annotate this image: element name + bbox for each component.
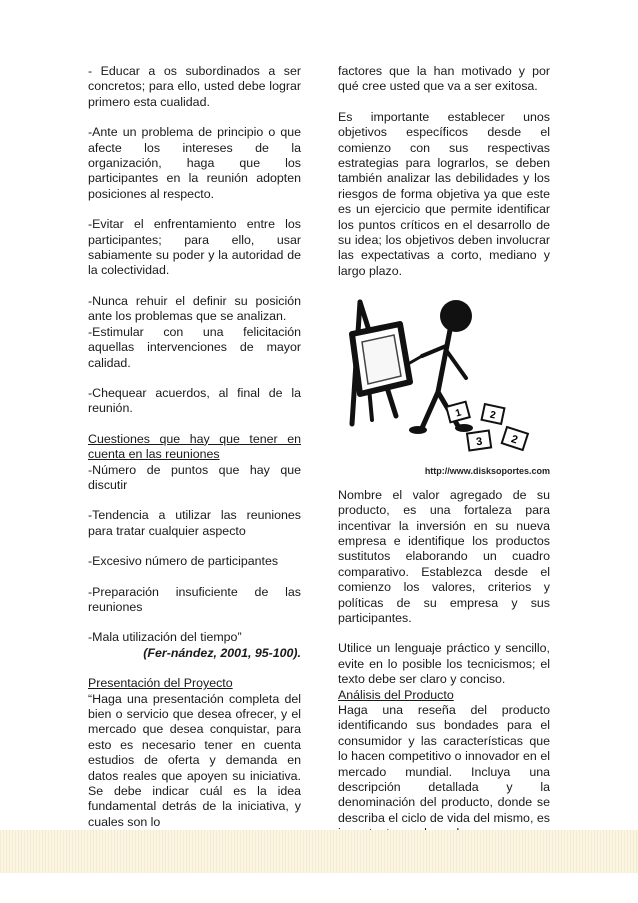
number-card bbox=[482, 404, 505, 424]
card-number: 3 bbox=[475, 435, 484, 449]
footer-band bbox=[0, 830, 638, 873]
paragraph: -Preparación insuficiente de las reuniones bbox=[88, 584, 301, 614]
right-column bbox=[338, 64, 550, 857]
section-heading: Análisis del Producto bbox=[338, 687, 454, 702]
paragraph: -Evitar el enfrentamiento entre los participantes; para ello, usar sabiamente su poder y la autoridad de la colectividad. bbox=[88, 217, 301, 278]
stick-figure-painting-easel-icon bbox=[338, 294, 550, 460]
card-number: 1 bbox=[454, 407, 463, 420]
paragraph: Es importante establecer unos objetivos específicos desde el comienzo con sus respectivas estrategias para lograrlos, se deben también analizar las debilidades y los riesgos de forma objetiva ya que este es un ejercicio que permite identificar los puntos críticos en el desarrollo de su idea; los objetivos deben involucrar las expectativas a corto, mediano y largo plazo. bbox=[338, 109, 550, 278]
number-card bbox=[467, 431, 491, 451]
paragraph: -Nunca rehuir el definir su posición ante los problemas que se analizan. bbox=[88, 293, 301, 324]
paragraph: -Ante un problema de principio o que afecte los intereses de la organización, haga que los participantes en la reunión adopten posiciones al respecto. bbox=[88, 125, 301, 201]
card-number: 2 bbox=[509, 433, 520, 447]
paragraph: -Tendencia a utilizar las reuniones para tratar cualquier aspecto bbox=[88, 508, 301, 538]
section-heading: Cuestiones que hay que tener en cuenta en las reuniones bbox=[88, 431, 301, 462]
paragraph: Haga una reseña del producto identificando sus bondades para el consumidor y las características que lo hacen competitivo o innovador en el mercado mundial. Incluya una descripción detallada y la denominación del producto, donde se describa el ciclo de vida del mismo, es bbox=[338, 702, 550, 825]
paragraph: factores que la han motivado y por qué cree usted que va a ser exitosa. bbox=[338, 64, 550, 94]
left-column bbox=[88, 64, 301, 845]
number-card bbox=[502, 427, 528, 450]
card-number: 2 bbox=[488, 409, 497, 422]
paragraph: Utilice un lenguaje práctico y sencillo, evite en lo posible los tecnicismos; el texto debe ser claro y conciso. bbox=[338, 641, 550, 687]
paragraph: - Educar a os subordinados a ser concretos; para ello, usted debe lograr primero esta cualidad. bbox=[88, 64, 301, 109]
paragraph: Nombre el valor agregado de su producto, es una fortaleza para incentivar la inversión en su nueva empresa e identifique los productos sustitutos elaborando un cuadro comparativo. Establezca desde el comienzo los valores, criterios y políticas de su empresa y sus participantes. bbox=[338, 487, 550, 625]
number-card bbox=[446, 402, 469, 423]
section-heading: Presentación del Proyecto bbox=[88, 676, 233, 691]
paragraph: -Chequear acuerdos, al final de la reunión. bbox=[88, 385, 301, 416]
paragraph: -Número de puntos que hay que discutir bbox=[88, 462, 301, 492]
paragraph: -Excesivo número de participantes bbox=[88, 554, 279, 569]
paragraph: -Estimular con una felicitación aquellas intervenciones de mayor calidad. bbox=[88, 324, 301, 370]
paragraph: “Haga una presentación completa del bien o servicio que desea ofrecer, y el mercado que desea conquistar, para esto es necesario tener en cuenta estudios de oferta y demanda en datos reales que apoyen su iniciativa. Se debe indicar cuál es la idea fundamental detrás de la iniciativa, y cuales son lo bbox=[88, 691, 301, 829]
image-credit: http://www.disksoportes.com bbox=[424, 466, 550, 477]
citation: (Fer-nández, 2001, 95-100). bbox=[143, 645, 301, 660]
paragraph: -Mala utilización del tiempo” bbox=[88, 630, 242, 645]
